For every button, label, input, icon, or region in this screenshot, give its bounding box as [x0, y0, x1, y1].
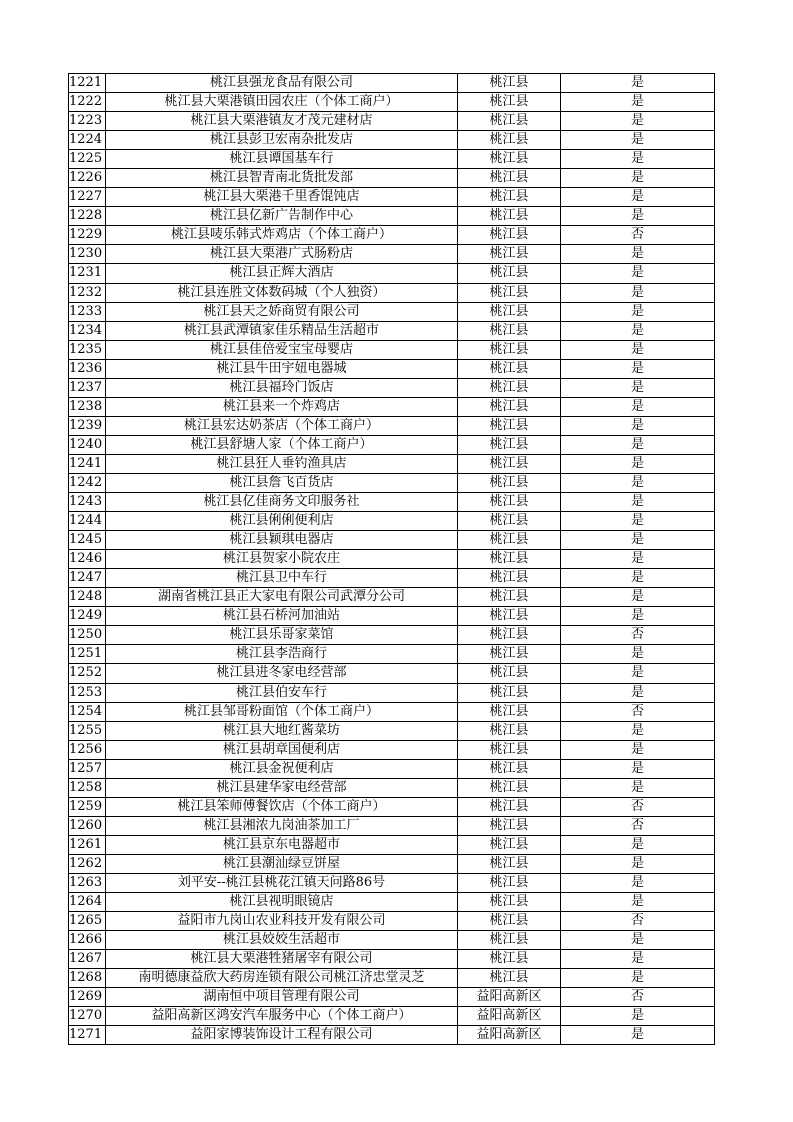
status-flag-cell: 是: [561, 416, 715, 435]
table-row: [69, 1007, 715, 1026]
table-row: [69, 778, 715, 797]
status-flag-cell: 否: [561, 988, 715, 1007]
table-row: [69, 588, 715, 607]
row-number-cell: 1269: [69, 988, 106, 1007]
status-flag-cell: 是: [561, 854, 715, 873]
table-row: [69, 150, 715, 169]
company-name-cell: 益阳家博装饰设计工程有限公司: [106, 1026, 458, 1045]
table-row: [69, 131, 715, 150]
county-cell: 桃江县: [458, 626, 561, 645]
county-cell: 桃江县: [458, 188, 561, 207]
table-row: [69, 816, 715, 835]
table-row: [69, 645, 715, 664]
table-row: [69, 835, 715, 854]
company-name-cell: 益阳市九岗山农业科技开发有限公司: [106, 912, 458, 931]
status-flag-cell: 是: [561, 302, 715, 321]
company-name-cell: 桃江县唛乐韩式炸鸡店（个体工商户）: [106, 226, 458, 245]
county-cell: 桃江县: [458, 873, 561, 892]
county-cell: 桃江县: [458, 683, 561, 702]
company-name-cell: 桃江县胡章国便利店: [106, 740, 458, 759]
company-name-cell: 桃江县宏达奶茶店（个体工商户）: [106, 416, 458, 435]
row-number-cell: 1235: [69, 340, 106, 359]
county-cell: 桃江县: [458, 912, 561, 931]
row-number-cell: 1255: [69, 721, 106, 740]
company-name-cell: 桃江县狂人垂钓渔具店: [106, 454, 458, 473]
company-name-cell: 桃江县石桥河加油站: [106, 607, 458, 626]
county-cell: 桃江县: [458, 416, 561, 435]
row-number-cell: 1270: [69, 1007, 106, 1026]
company-name-cell: 桃江县舒塘人家（个体工商户）: [106, 435, 458, 454]
table-row: [69, 550, 715, 569]
table-row: [69, 531, 715, 550]
county-cell: 桃江县: [458, 645, 561, 664]
status-flag-cell: 是: [561, 835, 715, 854]
table-row: [69, 454, 715, 473]
table-row: [69, 1026, 715, 1045]
county-cell: 桃江县: [458, 283, 561, 302]
status-flag-cell: 是: [561, 893, 715, 912]
row-number-cell: 1249: [69, 607, 106, 626]
county-cell: 桃江县: [458, 359, 561, 378]
table-row: [69, 473, 715, 492]
county-cell: 桃江县: [458, 854, 561, 873]
status-flag-cell: 否: [561, 797, 715, 816]
status-flag-cell: 是: [561, 150, 715, 169]
row-number-cell: 1268: [69, 969, 106, 988]
row-number-cell: 1271: [69, 1026, 106, 1045]
table-row: [69, 245, 715, 264]
company-name-cell: 桃江县李浩商行: [106, 645, 458, 664]
county-cell: 桃江县: [458, 588, 561, 607]
table-row: [69, 169, 715, 188]
county-cell: 桃江县: [458, 512, 561, 531]
row-number-cell: 1223: [69, 112, 106, 131]
county-cell: 益阳高新区: [458, 988, 561, 1007]
data-table: [68, 73, 715, 1045]
status-flag-cell: 是: [561, 607, 715, 626]
status-flag-cell: 是: [561, 264, 715, 283]
row-number-cell: 1239: [69, 416, 106, 435]
table-row: [69, 435, 715, 454]
status-flag-cell: 是: [561, 340, 715, 359]
table-row: [69, 74, 715, 93]
status-flag-cell: 是: [561, 131, 715, 150]
table-row: [69, 873, 715, 892]
county-cell: 桃江县: [458, 302, 561, 321]
row-number-cell: 1256: [69, 740, 106, 759]
company-name-cell: 益阳高新区鸿安汽车服务中心（个体工商户）: [106, 1007, 458, 1026]
table-row: [69, 721, 715, 740]
county-cell: 桃江县: [458, 664, 561, 683]
company-name-cell: 桃江县视明眼镜店: [106, 893, 458, 912]
company-name-cell: 桃江县卫中车行: [106, 569, 458, 588]
table-row: [69, 359, 715, 378]
county-cell: 桃江县: [458, 721, 561, 740]
status-flag-cell: 否: [561, 226, 715, 245]
table-body: [69, 74, 715, 1045]
row-number-cell: 1262: [69, 854, 106, 873]
row-number-cell: 1248: [69, 588, 106, 607]
row-number-cell: 1237: [69, 378, 106, 397]
company-name-cell: 桃江县笨师傅餐饮店（个体工商户）: [106, 797, 458, 816]
status-flag-cell: 是: [561, 435, 715, 454]
status-flag-cell: 否: [561, 702, 715, 721]
county-cell: 桃江县: [458, 950, 561, 969]
status-flag-cell: 是: [561, 569, 715, 588]
county-cell: 桃江县: [458, 493, 561, 512]
status-flag-cell: 是: [561, 359, 715, 378]
row-number-cell: 1247: [69, 569, 106, 588]
status-flag-cell: 是: [561, 188, 715, 207]
table-row: [69, 340, 715, 359]
county-cell: 桃江县: [458, 740, 561, 759]
row-number-cell: 1250: [69, 626, 106, 645]
county-cell: 桃江县: [458, 893, 561, 912]
county-cell: 桃江县: [458, 112, 561, 131]
company-name-cell: 桃江县俐俐便利店: [106, 512, 458, 531]
company-name-cell: 桃江县乐哥家菜馆: [106, 626, 458, 645]
status-flag-cell: 是: [561, 588, 715, 607]
row-number-cell: 1234: [69, 321, 106, 340]
company-name-cell: 桃江县连胜文体数码城（个人独资）: [106, 283, 458, 302]
table-row: [69, 854, 715, 873]
company-name-cell: 桃江县姣姣生活超市: [106, 931, 458, 950]
status-flag-cell: 是: [561, 454, 715, 473]
county-cell: 桃江县: [458, 702, 561, 721]
status-flag-cell: 是: [561, 531, 715, 550]
table-row: [69, 969, 715, 988]
county-cell: 桃江县: [458, 969, 561, 988]
row-number-cell: 1260: [69, 816, 106, 835]
status-flag-cell: 是: [561, 473, 715, 492]
company-name-cell: 桃江县詹飞百货店: [106, 473, 458, 492]
status-flag-cell: 是: [561, 378, 715, 397]
table-row: [69, 912, 715, 931]
status-flag-cell: 是: [561, 969, 715, 988]
county-cell: 桃江县: [458, 169, 561, 188]
row-number-cell: 1259: [69, 797, 106, 816]
county-cell: 桃江县: [458, 226, 561, 245]
row-number-cell: 1263: [69, 873, 106, 892]
county-cell: 桃江县: [458, 778, 561, 797]
county-cell: 桃江县: [458, 835, 561, 854]
table-row: [69, 188, 715, 207]
row-number-cell: 1232: [69, 283, 106, 302]
status-flag-cell: 是: [561, 93, 715, 112]
company-name-cell: 桃江县彭卫宏南杂批发店: [106, 131, 458, 150]
status-flag-cell: 是: [561, 645, 715, 664]
status-flag-cell: 是: [561, 873, 715, 892]
table-row: [69, 607, 715, 626]
row-number-cell: 1251: [69, 645, 106, 664]
row-number-cell: 1221: [69, 74, 106, 93]
row-number-cell: 1224: [69, 131, 106, 150]
county-cell: 桃江县: [458, 264, 561, 283]
row-number-cell: 1264: [69, 893, 106, 912]
table-row: [69, 207, 715, 226]
table-row: [69, 893, 715, 912]
table-row: [69, 416, 715, 435]
company-name-cell: 桃江县来一个炸鸡店: [106, 397, 458, 416]
row-number-cell: 1245: [69, 531, 106, 550]
status-flag-cell: 是: [561, 397, 715, 416]
table-row: [69, 283, 715, 302]
county-cell: 桃江县: [458, 207, 561, 226]
table-row: [69, 378, 715, 397]
company-name-cell: 桃江县大栗港千里香馄饨店: [106, 188, 458, 207]
company-name-cell: 桃江县大栗港镇友才茂元建材店: [106, 112, 458, 131]
county-cell: 桃江县: [458, 569, 561, 588]
status-flag-cell: 否: [561, 626, 715, 645]
status-flag-cell: 是: [561, 950, 715, 969]
table-row: [69, 683, 715, 702]
row-number-cell: 1258: [69, 778, 106, 797]
row-number-cell: 1231: [69, 264, 106, 283]
status-flag-cell: 是: [561, 283, 715, 302]
status-flag-cell: 否: [561, 912, 715, 931]
row-number-cell: 1266: [69, 931, 106, 950]
county-cell: 桃江县: [458, 74, 561, 93]
row-number-cell: 1241: [69, 454, 106, 473]
company-name-cell: 桃江县大栗港广式肠粉店: [106, 245, 458, 264]
status-flag-cell: 是: [561, 207, 715, 226]
company-name-cell: 桃江县天之娇商贸有限公司: [106, 302, 458, 321]
row-number-cell: 1257: [69, 759, 106, 778]
county-cell: 桃江县: [458, 797, 561, 816]
status-flag-cell: 是: [561, 112, 715, 131]
company-name-cell: 桃江县建华家电经营部: [106, 778, 458, 797]
table-row: [69, 988, 715, 1007]
company-name-cell: 桃江县京东电器超市: [106, 835, 458, 854]
row-number-cell: 1230: [69, 245, 106, 264]
company-name-cell: 桃江县亿佳商务文印服务社: [106, 493, 458, 512]
row-number-cell: 1229: [69, 226, 106, 245]
status-flag-cell: 是: [561, 321, 715, 340]
status-flag-cell: 是: [561, 245, 715, 264]
status-flag-cell: 是: [561, 169, 715, 188]
company-name-cell: 湖南省桃江县正大家电有限公司武潭分公司: [106, 588, 458, 607]
status-flag-cell: 是: [561, 740, 715, 759]
table-row: [69, 797, 715, 816]
table-row: [69, 302, 715, 321]
county-cell: 桃江县: [458, 607, 561, 626]
company-name-cell: 桃江县进冬家电经营部: [106, 664, 458, 683]
company-name-cell: 南明德康益欣大药房连锁有限公司桃江济忠堂灵芝: [106, 969, 458, 988]
status-flag-cell: 是: [561, 550, 715, 569]
row-number-cell: 1243: [69, 493, 106, 512]
county-cell: 桃江县: [458, 759, 561, 778]
company-name-cell: 桃江县大栗港镇田园农庄（个体工商户）: [106, 93, 458, 112]
county-cell: 桃江县: [458, 321, 561, 340]
row-number-cell: 1236: [69, 359, 106, 378]
table-row: [69, 759, 715, 778]
company-name-cell: 桃江县大地红酱菜坊: [106, 721, 458, 740]
company-name-cell: 桃江县颖琪电器店: [106, 531, 458, 550]
table-row: [69, 950, 715, 969]
company-name-cell: 桃江县谭国基车行: [106, 150, 458, 169]
row-number-cell: 1222: [69, 93, 106, 112]
company-name-cell: 桃江县潮汕绿豆饼屋: [106, 854, 458, 873]
county-cell: 桃江县: [458, 150, 561, 169]
county-cell: 桃江县: [458, 131, 561, 150]
company-name-cell: 桃江县正辉大酒店: [106, 264, 458, 283]
status-flag-cell: 是: [561, 664, 715, 683]
status-flag-cell: 是: [561, 759, 715, 778]
county-cell: 桃江县: [458, 550, 561, 569]
county-cell: 桃江县: [458, 816, 561, 835]
row-number-cell: 1238: [69, 397, 106, 416]
row-number-cell: 1240: [69, 435, 106, 454]
status-flag-cell: 是: [561, 721, 715, 740]
status-flag-cell: 否: [561, 816, 715, 835]
row-number-cell: 1246: [69, 550, 106, 569]
table-row: [69, 740, 715, 759]
table-row: [69, 112, 715, 131]
status-flag-cell: 是: [561, 1007, 715, 1026]
row-number-cell: 1252: [69, 664, 106, 683]
company-name-cell: 桃江县邹哥粉面馆（个体工商户）: [106, 702, 458, 721]
county-cell: 益阳高新区: [458, 1007, 561, 1026]
table-row: [69, 264, 715, 283]
county-cell: 桃江县: [458, 397, 561, 416]
status-flag-cell: 是: [561, 778, 715, 797]
company-name-cell: 桃江县伯安车行: [106, 683, 458, 702]
status-flag-cell: 是: [561, 493, 715, 512]
county-cell: 桃江县: [458, 931, 561, 950]
company-name-cell: 桃江县佳倍爱宝宝母婴店: [106, 340, 458, 359]
table-row: [69, 321, 715, 340]
company-name-cell: 桃江县贺家小院农庄: [106, 550, 458, 569]
company-name-cell: 桃江县福玲门饭店: [106, 378, 458, 397]
row-number-cell: 1225: [69, 150, 106, 169]
county-cell: 桃江县: [458, 454, 561, 473]
county-cell: 桃江县: [458, 93, 561, 112]
company-name-cell: 桃江县金祝便利店: [106, 759, 458, 778]
table-row: [69, 493, 715, 512]
table-row: [69, 664, 715, 683]
row-number-cell: 1242: [69, 473, 106, 492]
table-row: [69, 512, 715, 531]
row-number-cell: 1254: [69, 702, 106, 721]
county-cell: 桃江县: [458, 473, 561, 492]
table-row: [69, 569, 715, 588]
row-number-cell: 1265: [69, 912, 106, 931]
status-flag-cell: 是: [561, 74, 715, 93]
row-number-cell: 1226: [69, 169, 106, 188]
company-name-cell: 桃江县湘浓九岗油茶加工厂: [106, 816, 458, 835]
status-flag-cell: 是: [561, 1026, 715, 1045]
status-flag-cell: 是: [561, 683, 715, 702]
table-row: [69, 702, 715, 721]
row-number-cell: 1233: [69, 302, 106, 321]
county-cell: 桃江县: [458, 378, 561, 397]
table-row: [69, 931, 715, 950]
company-name-cell: 桃江县大栗港牲猪屠宰有限公司: [106, 950, 458, 969]
company-name-cell: 刘平安--桃江县桃花江镇天问路86号: [106, 873, 458, 892]
row-number-cell: 1261: [69, 835, 106, 854]
table-row: [69, 226, 715, 245]
table-row: [69, 626, 715, 645]
company-name-cell: 桃江县亿新广告制作中心: [106, 207, 458, 226]
county-cell: 桃江县: [458, 340, 561, 359]
county-cell: 桃江县: [458, 435, 561, 454]
status-flag-cell: 是: [561, 931, 715, 950]
county-cell: 益阳高新区: [458, 1026, 561, 1045]
row-number-cell: 1228: [69, 207, 106, 226]
company-name-cell: 湖南恒中项目管理有限公司: [106, 988, 458, 1007]
table-row: [69, 93, 715, 112]
row-number-cell: 1227: [69, 188, 106, 207]
status-flag-cell: 是: [561, 512, 715, 531]
company-name-cell: 桃江县智青南北货批发部: [106, 169, 458, 188]
table-row: [69, 397, 715, 416]
company-name-cell: 桃江县强龙食品有限公司: [106, 74, 458, 93]
row-number-cell: 1244: [69, 512, 106, 531]
row-number-cell: 1267: [69, 950, 106, 969]
company-name-cell: 桃江县牛田宇妞电器城: [106, 359, 458, 378]
company-name-cell: 桃江县武潭镇家佳乐精品生活超市: [106, 321, 458, 340]
county-cell: 桃江县: [458, 531, 561, 550]
row-number-cell: 1253: [69, 683, 106, 702]
county-cell: 桃江县: [458, 245, 561, 264]
